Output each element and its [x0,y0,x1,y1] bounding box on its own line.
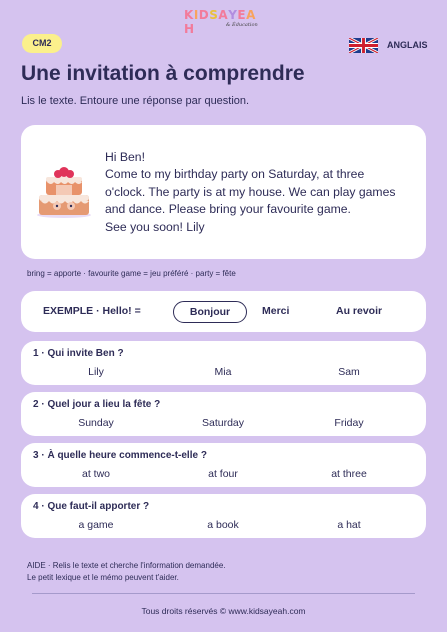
question-label: 3 · À quelle heure commence-t-elle ? [33,450,207,461]
answer-option[interactable]: at two [81,468,110,480]
letter-line: Hi Ben! [105,150,145,164]
example-option[interactable]: Merci [262,305,290,317]
question-label: 2 · Quel jour a lieu la fête ? [33,399,161,410]
letter-line: and dance. Please bring your favourite game. [105,202,351,217]
letter-card [21,125,426,259]
example-option-circled[interactable]: Bonjour [173,301,247,323]
glossary: bring = apporte · favourite game = jeu préféré · party = fête [27,269,236,278]
letter-line: See you soon! Lily [105,219,205,234]
footer-divider [32,593,415,594]
answer-option[interactable]: at three [331,468,367,480]
footer-copyright: Tous droits réservés © www.kidsayeah.com [141,606,306,616]
brand-logo-subtitle: & Éducation [226,22,258,28]
example-card [21,291,426,332]
language-label: ANGLAIS [387,40,428,50]
letter-text [105,149,417,236]
level-badge: CM2 [22,34,62,53]
answer-option[interactable]: Lily [88,366,104,378]
answer-option[interactable]: a book [207,519,239,531]
help-line: AIDE · Relis le texte et cherche l'information demandée. [27,561,226,570]
brand-logo-text: KIDSAYEAH [184,8,256,36]
letter-line: Come to my birthday party on Saturday, at three [105,167,365,182]
question-card-4 [21,494,426,538]
answer-option[interactable]: Mia [214,366,232,378]
question-label: 1 · Qui invite Ben ? [33,348,124,359]
instructions: Lis le texte. Entoure une réponse par question. [21,95,250,107]
question-card-1 [21,341,426,385]
example-option[interactable]: Au revoir [336,305,383,317]
page-title: Une invitation à comprendre [21,62,305,85]
answer-option[interactable]: Sam [338,366,360,378]
brand-logo [184,8,266,36]
uk-flag-icon [349,38,378,53]
answer-option[interactable]: a hat [337,519,361,531]
letter-line: o'clock. The party is at my house. We can play games [105,184,396,199]
answer-option[interactable]: a game [78,519,114,531]
help-line: Le petit lexique et le mémo peuvent t'aider. [27,573,179,582]
help-note [27,560,226,584]
birthday-cake-icon [35,159,93,221]
example-label: EXEMPLE · Hello! = [43,305,141,317]
answer-option[interactable]: Friday [334,417,364,429]
answer-option[interactable]: Sunday [78,417,114,429]
answer-option[interactable]: at four [208,468,238,480]
answer-option[interactable]: Saturday [201,417,245,429]
question-card-2 [21,392,426,436]
question-card-3 [21,443,426,487]
question-label: 4 · Que faut-il apporter ? [33,501,150,512]
